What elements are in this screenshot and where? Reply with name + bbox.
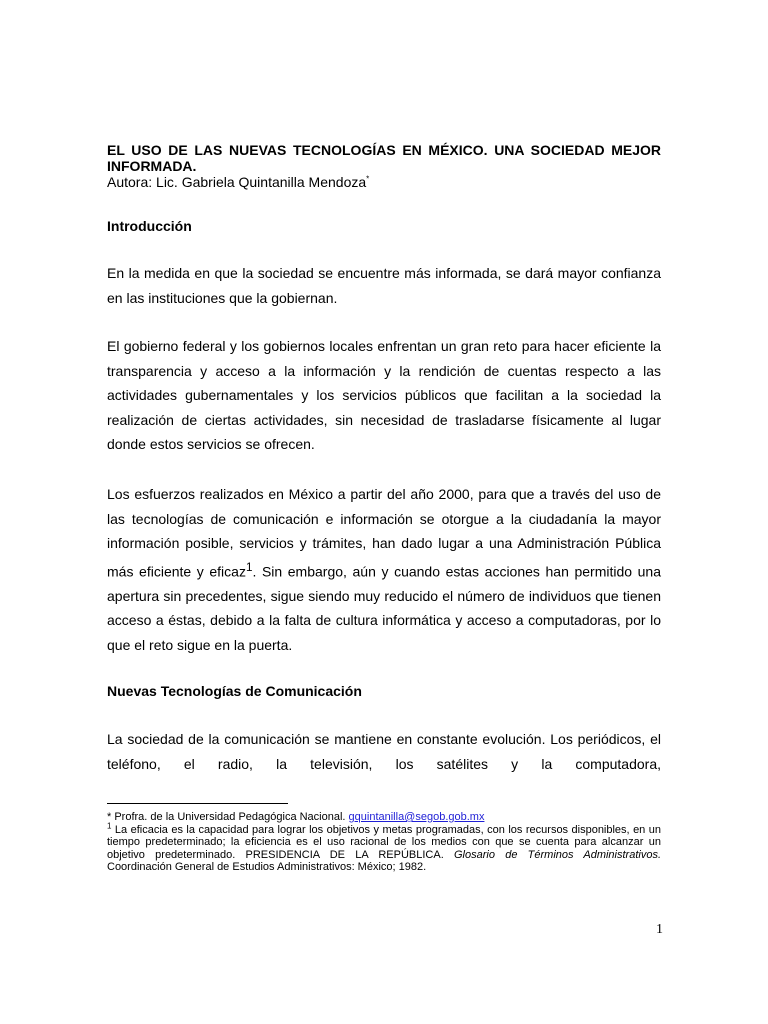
footnote-author-text: Profra. de la Universidad Pedagógica Nacional. [111, 811, 349, 823]
document-title: EL USO DE LAS NUEVAS TECNOLOGÍAS EN MÉXICO. UNA SOCIEDAD MEJOR INFORMADA. [107, 142, 661, 174]
paragraph-intro-3-text-b: . Sin embargo, aún y cuando estas acciones han permitido una apertura sin precedentes, sigue siendo muy reducido el número de individuos que tienen acceso a éstas, debido a la falta de cultura informática y acceso a computadoras, por lo que el reto sigue en la puerta. [107, 563, 661, 653]
author-line [107, 174, 661, 190]
paragraph-intro-3-text-a: Los esfuerzos realizados en México a partir del año 2000, para que a través del uso de las tecnologías de comunicación e información se otorgue a la ciudadanía la mayor información posible, servicios y trámites, han dado lugar a una Administración Pública más eficiente y eficaz [107, 486, 661, 580]
footnote-1-source-tail: Coordinación General de Estudios Administrativos: México; 1982. [107, 861, 427, 873]
footnote-1-source-title: Glosario de Términos Administrativos. [454, 848, 661, 861]
section-heading-nuevas-tecnologias: Nuevas Tecnologías de Comunicación [107, 683, 362, 699]
paragraph-intro-2: El gobierno federal y los gobiernos locales enfrentan un gran reto para hacer eficiente la transparencia y acceso a la información y la rendición de cuentas respecto a las actividades gubernamentales y los servicios públicos que facilitan a la sociedad la realización de ciertas actividades, sin necesidad de trasladarse físicamente al lugar donde estos servicios se ofrecen. [107, 338, 661, 452]
author-footnote-mark: * [366, 174, 370, 184]
paragraph-intro-1: En la medida en que la sociedad se encuentre más informada, se dará mayor confianza en las instituciones que la gobiernan. [107, 265, 661, 306]
footnote-separator [107, 803, 288, 804]
author-name: Autora: Lic. Gabriela Quintanilla Mendoza [107, 174, 367, 190]
footnote-1-mark: 1 [107, 820, 112, 830]
section-heading-introduccion: Introducción [107, 218, 192, 234]
paragraph-intro-3 [107, 482, 661, 657]
footnote-author-mark: * [107, 811, 112, 823]
footnote-author [107, 811, 661, 824]
document-body [107, 142, 661, 772]
footnote-ref-1: 1 [245, 560, 253, 574]
author-email-link[interactable]: gquintanilla@segob.gob.mx [348, 811, 485, 823]
footnote-1 [107, 820, 661, 874]
paragraph-nuevas-1: La sociedad de la comunicación se mantiene en constante evolución. Los periódicos, el teléfono, el radio, la televisión, los satélites y la computadora, [107, 731, 661, 772]
page-number: 1 [656, 922, 663, 937]
footnotes [107, 811, 661, 874]
footnote-1-text: La eficacia es la capacidad para lograr los objetivos y metas programadas, con los recursos disponibles, en un tiempo predeterminado; la eficiencia es el uso racional de los medios con que se cuenta para alcanzar un objetivo predeterminado. PRESIDENCIA DE LA REPÚBLICA. [107, 823, 661, 861]
